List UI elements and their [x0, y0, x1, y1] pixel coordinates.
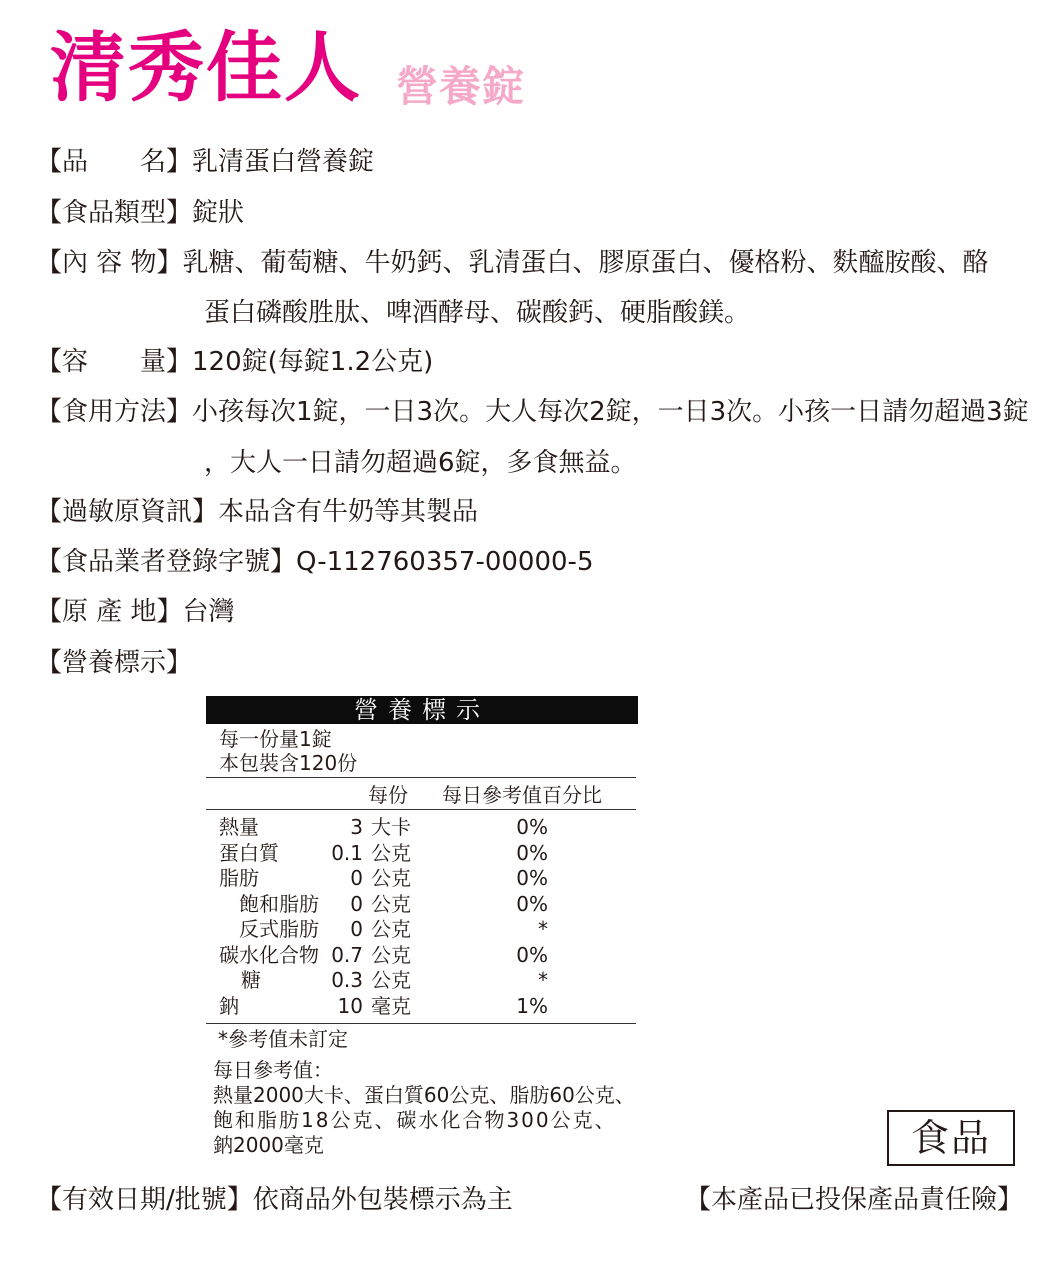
usage-line1: 小孩每次1錠，一日3次。大人每次2錠，一日3次。小孩一日請勿超過3錠 — [192, 397, 1029, 427]
allergen-value: 本品含有牛奶等其製品 — [218, 497, 479, 527]
nutrient-name: 熱量 — [219, 815, 259, 839]
registration-label: 【食品業者登錄字號】 — [36, 547, 297, 577]
nutrient-amount: 0.1 — [331, 840, 363, 865]
nutrient-daily-value: 0% — [516, 815, 548, 839]
product-name-value: 乳清蛋白營養錠 — [192, 147, 375, 177]
daily-ref-line1: 熱量2000大卡、蛋白質60公克、脂肪60公克、 — [213, 1083, 635, 1107]
capacity-row — [36, 345, 433, 379]
brand-name: 清秀佳人 — [50, 23, 362, 112]
capacity-label: 【容 量】 — [36, 347, 193, 377]
nutrition-header: 營養標示 — [206, 696, 638, 724]
divider — [206, 1023, 636, 1024]
nutrient-unit: 毫克 — [371, 993, 411, 1018]
daily-ref-line3: 鈉2000毫克 — [213, 1133, 324, 1157]
nutrient-unit: 公克 — [371, 866, 411, 890]
registration-value: Q-112760357-00000-5 — [296, 547, 594, 577]
product-name-row — [36, 145, 374, 179]
daily-ref-title: 每日參考值： — [213, 1058, 333, 1082]
nutrient-amount: 0.3 — [331, 968, 363, 992]
nutrient-daily-value: 0% — [516, 891, 548, 916]
usage-line2: ，大人一日請勿超過6錠，多食無益。 — [204, 448, 637, 478]
nutrient-unit: 公克 — [371, 917, 411, 941]
nutrient-unit: 公克 — [371, 968, 411, 992]
nutrient-name: 碳水化合物 — [219, 942, 319, 967]
food-type-label: 【食品類型】 — [36, 198, 193, 228]
nutrient-amount: 0 — [350, 891, 363, 916]
food-type-value: 錠狀 — [192, 198, 245, 228]
nutrient-daily-value: 1% — [516, 993, 548, 1018]
allergen-row — [36, 495, 478, 529]
nutrient-unit: 大卡 — [371, 815, 411, 839]
nutrition-label-heading: 【營養標示】 — [36, 648, 193, 678]
nutrient-amount: 3 — [350, 815, 363, 839]
nutrient-amount: 0 — [350, 866, 363, 890]
servings-per-package: 本包裝含120份 — [219, 751, 358, 775]
product-type: 營養錠 — [396, 62, 526, 111]
nutrient-name: 飽和脂肪 — [239, 891, 319, 916]
nutrient-name: 反式脂肪 — [239, 917, 319, 941]
nutrient-name: 脂肪 — [219, 866, 259, 890]
divider — [206, 809, 636, 810]
insurance-note: 【本產品已投保產品責任險】 — [685, 1185, 1024, 1215]
daily-ref-line2: 飽和脂肪18公克、碳水化合物300公克、 — [213, 1108, 617, 1132]
usage-label: 【食用方法】 — [36, 397, 193, 427]
contents-row — [36, 246, 989, 280]
contents-line1: 乳糖、葡萄糖、牛奶鈣、乳清蛋白、膠原蛋白、優格粉、麩醯胺酸、酪 — [182, 248, 989, 278]
allergen-label: 【過敏原資訊】 — [36, 497, 219, 527]
food-type-row — [36, 196, 244, 230]
nutrient-amount: 0.7 — [331, 942, 363, 967]
food-mark-box: 食品 — [887, 1110, 1015, 1166]
nutrient-unit: 公克 — [371, 891, 411, 916]
nutrient-daily-value: * — [538, 968, 548, 992]
product-name-label: 【品 名】 — [36, 147, 193, 177]
nutrient-amount: 10 — [337, 993, 363, 1018]
contents-line2: 蛋白磷酸胜肽、啤酒酵母、碳酸鈣、硬脂酸鎂。 — [204, 298, 751, 328]
serving-size: 每一份量1錠 — [219, 727, 332, 751]
expiry-value: 依商品外包裝標示為主 — [252, 1185, 513, 1215]
expiry-label: 【有效日期/批號】 — [36, 1185, 253, 1215]
origin-label: 【原 產 地】 — [36, 597, 183, 627]
nutrient-daily-value: 0% — [516, 866, 548, 890]
expiry-row — [36, 1183, 513, 1217]
nutrition-table — [206, 696, 638, 775]
nutrient-amount: 0 — [350, 917, 363, 941]
col-per-serving: 每份 — [368, 783, 408, 807]
contents-label: 【內 容 物】 — [36, 248, 183, 278]
nutrient-daily-value: 0% — [516, 942, 548, 967]
nutrient-unit: 公克 — [371, 840, 411, 865]
nutrient-daily-value: * — [538, 917, 548, 941]
footnote: *參考值未訂定 — [218, 1027, 348, 1051]
nutrient-name: 糖 — [241, 968, 261, 992]
col-daily-value: 每日參考值百分比 — [442, 783, 602, 807]
registration-row — [36, 545, 593, 579]
origin-row — [36, 595, 235, 629]
origin-value: 台灣 — [182, 597, 235, 627]
nutrient-name: 蛋白質 — [219, 840, 279, 865]
nutrient-daily-value: 0% — [516, 840, 548, 865]
capacity-value: 120錠(每錠1.2公克) — [192, 347, 434, 377]
divider — [206, 777, 636, 778]
nutrient-name: 鈉 — [219, 993, 239, 1018]
nutrient-unit: 公克 — [371, 942, 411, 967]
usage-row — [36, 395, 1029, 429]
